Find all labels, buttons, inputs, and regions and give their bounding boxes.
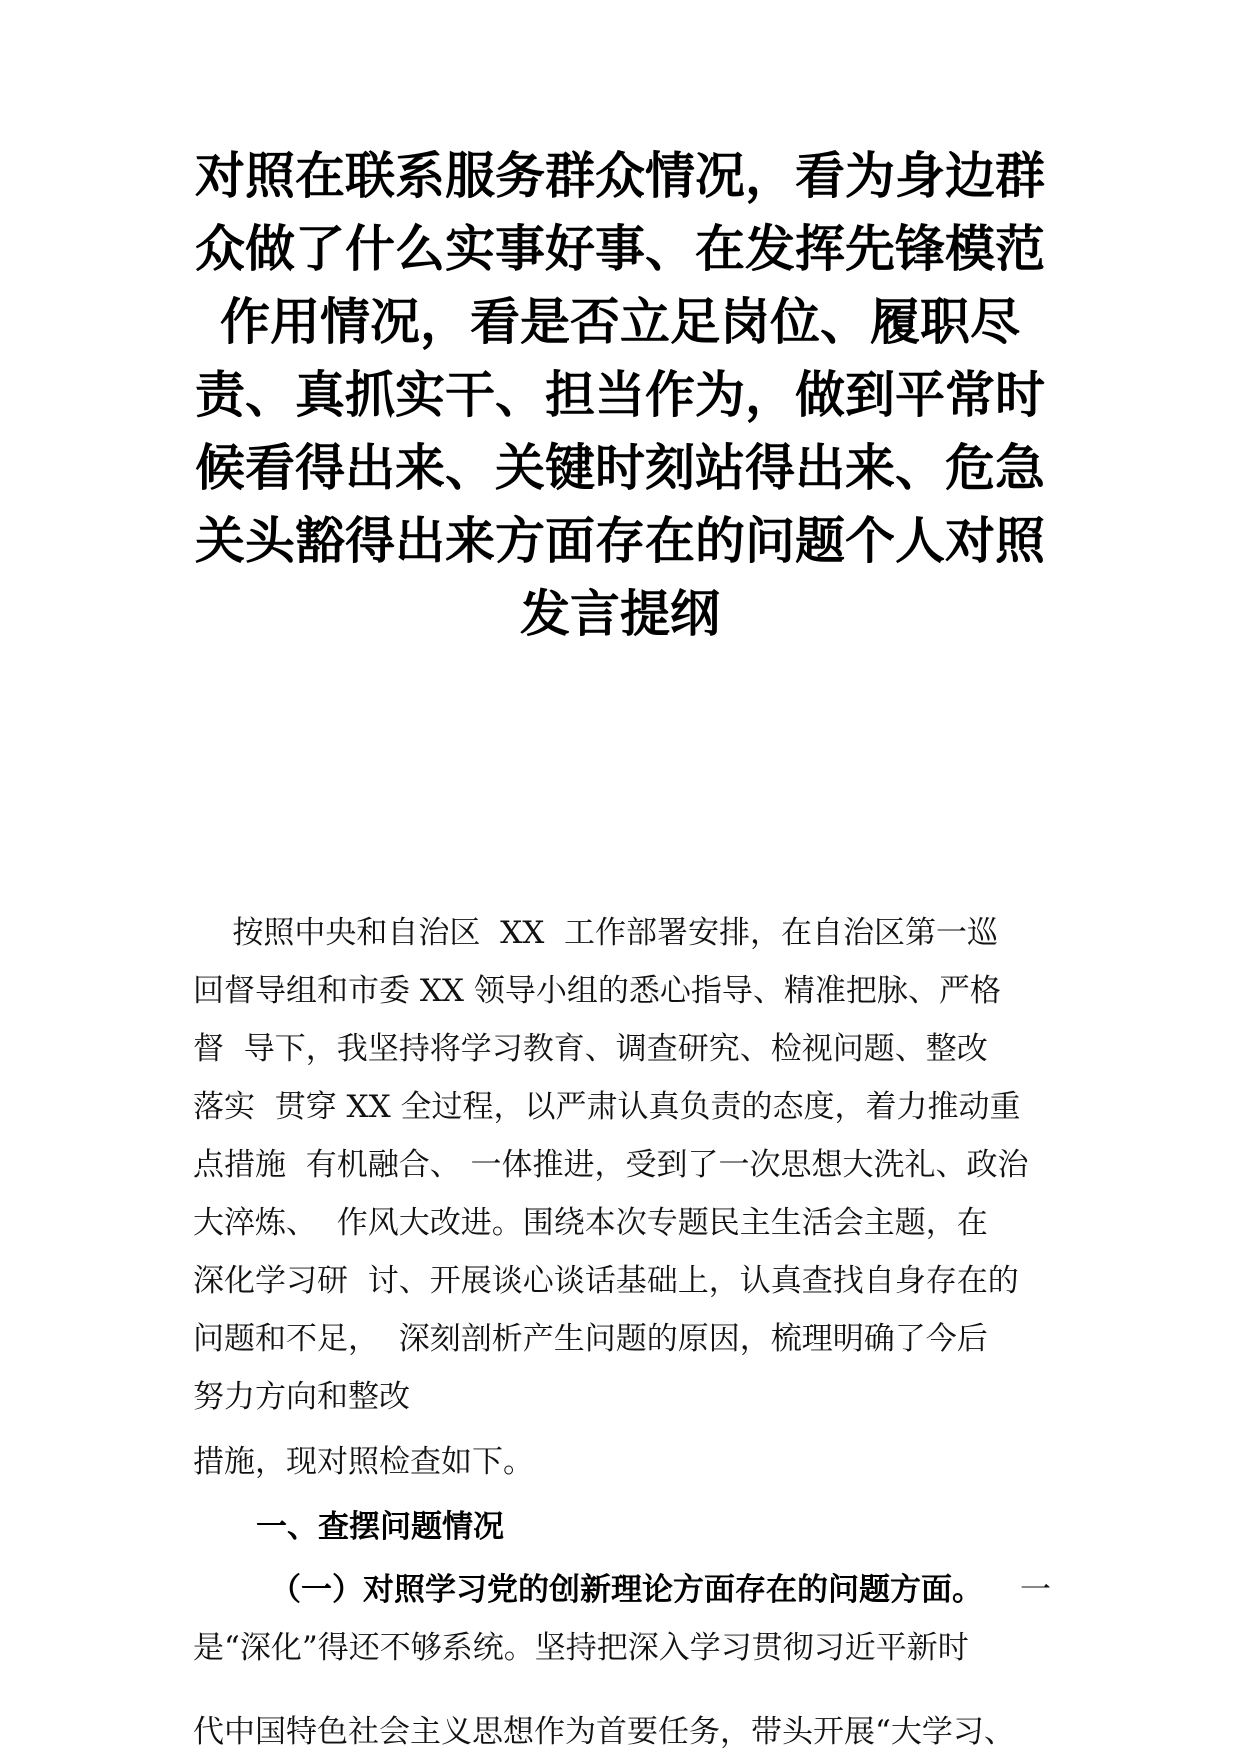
subsection-tail: 一 <box>1020 1572 1051 1608</box>
title-line-3: 作用情况，看是否立足岗位、履职尽 <box>220 293 1020 351</box>
intro-line-6: 大淬炼、 作风大改进。围绕本次专题民主生活会主题，在 <box>193 1205 988 1241</box>
title-line-4: 责、真抓实干、担当作为，做到平常时 <box>195 366 1045 424</box>
intro-line-4: 落实 贯穿 XX 全过程，以严肃认真负责的态度，着力推动重 <box>193 1089 1021 1125</box>
title-line-2: 众做了什么实事好事、在发挥先锋模范 <box>195 220 1045 278</box>
intro-line-2: 回督导组和市委 XX 领导小组的悉心指导、精准把脉、严格 <box>193 973 1001 1009</box>
document-title <box>190 140 1050 651</box>
title-line-5: 候看得出来、关键时刻站得出来、危急 <box>195 439 1045 497</box>
intro-line-3: 督 导下，我坚持将学习教育、调查研究、检视问题、整改 <box>193 1031 988 1067</box>
para-line-2: 代中国特色社会主义思想作为首要任务，带头开展“大学习、 <box>193 1714 1015 1750</box>
intro-line-9: 努力方向和整改 <box>193 1379 410 1415</box>
title-line-7: 发言提纲 <box>520 585 720 643</box>
intro-line-5: 点措施 有机融合、 一体推进，受到了一次思想大洗礼、政治 <box>193 1147 1029 1183</box>
para-line-1: 是“深化”得还不够系统。坚持把深入学习贯彻习近平新时 <box>193 1630 969 1666</box>
title-line-1: 对照在联系服务群众情况，看为身边群 <box>195 147 1045 205</box>
section-heading: 一、查摆问题情况 <box>256 1509 504 1545</box>
subsection-heading: （一）对照学习党的创新理论方面存在的问题方面。 <box>270 1572 983 1608</box>
title-line-6: 关头豁得出来方面存在的问题个人对照 <box>195 512 1045 570</box>
intro-line-7: 深化学习研 讨、开展谈心谈话基础上，认真查找自身存在的 <box>193 1263 1019 1299</box>
intro-line-1: 按照中央和自治区 XX 工作部署安排，在自治区第一巡 <box>193 915 998 951</box>
intro-line-8: 问题和不足， 深刻剖析产生问题的原因，梳理明确了今后 <box>193 1321 988 1357</box>
intro-line-10: 措施，现对照检查如下。 <box>193 1444 534 1480</box>
